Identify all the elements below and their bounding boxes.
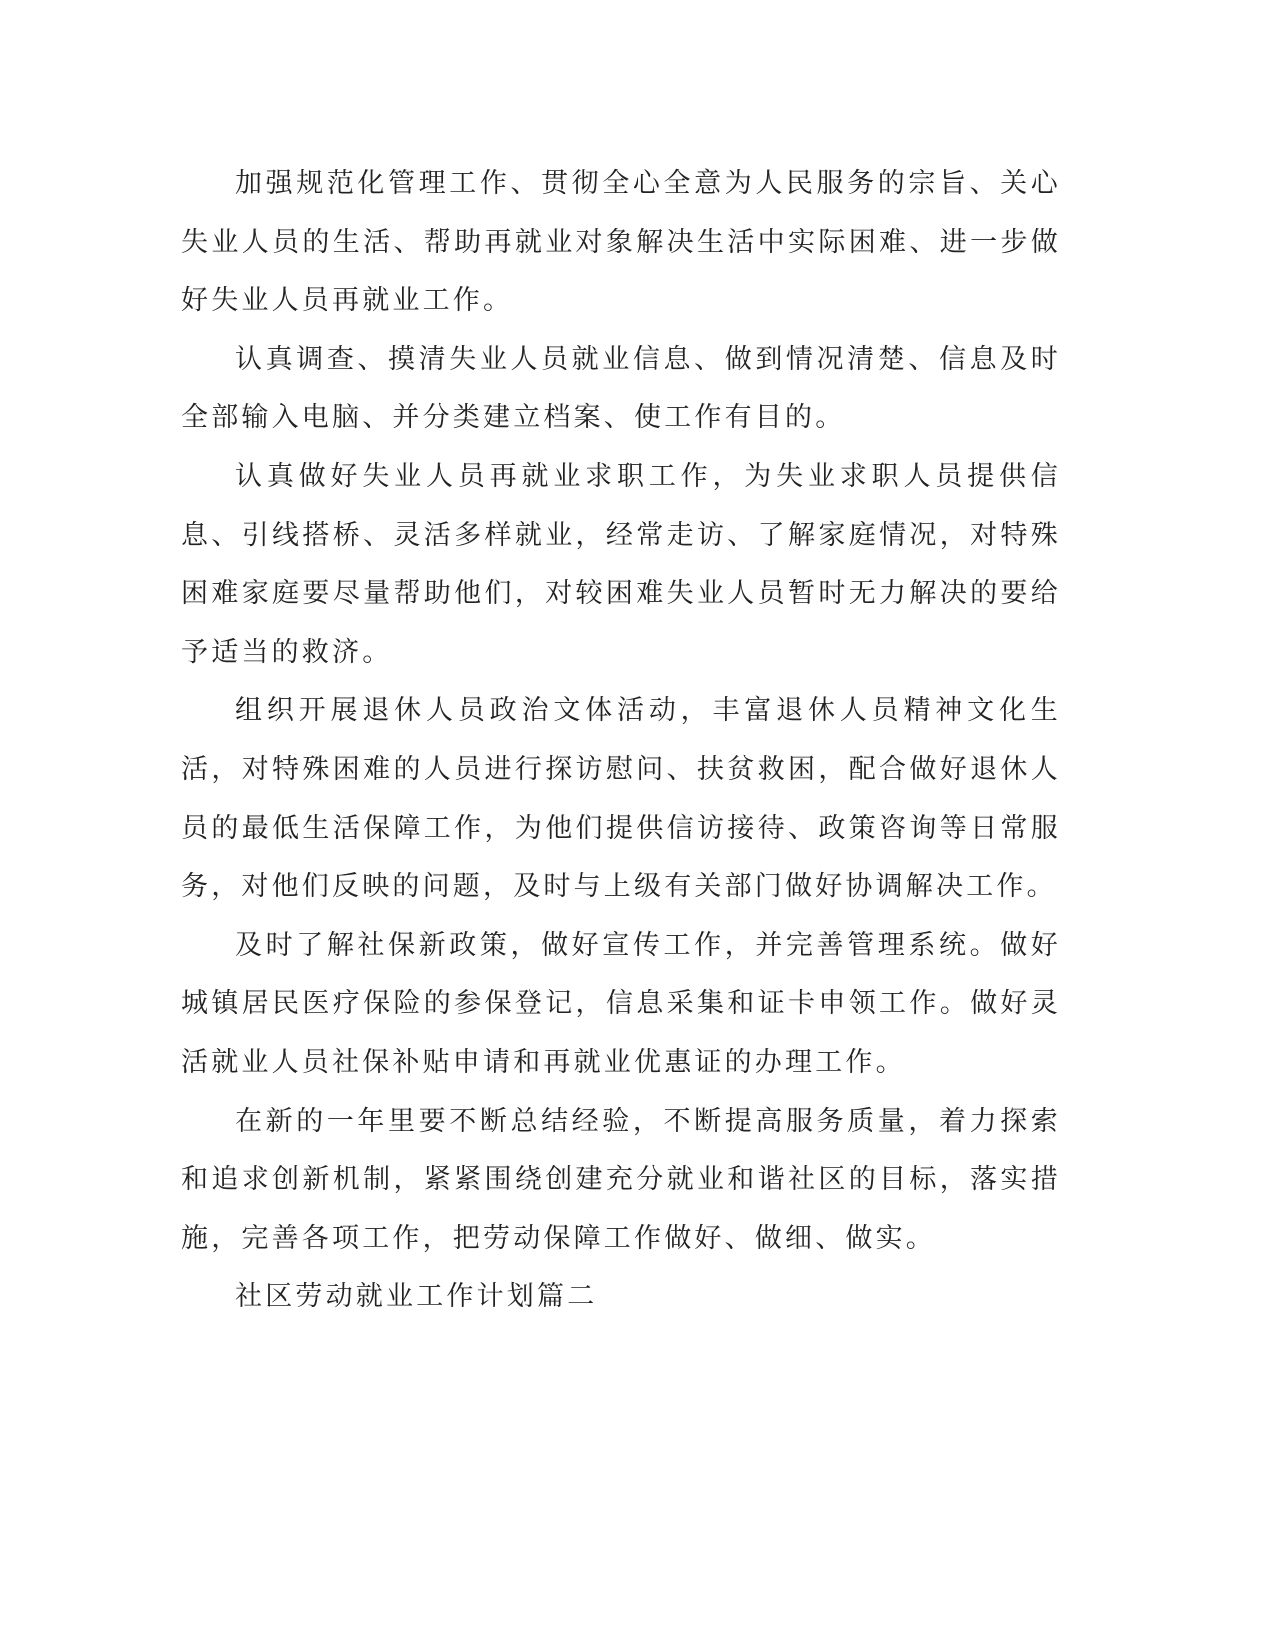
paragraph-4: 组织开展退休人员政治文体活动，丰富退休人员精神文化生活，对特殊困难的人员进行探访慰问、扶贫救困，配合做好退休人员的最低生活保障工作，为他们提供信访接待、政策咨询等日常服务，对他们反映的问题，及时与上级有关部门做好协调解决工作。 [181, 695, 1061, 903]
paragraph-2: 认真调查、摸清失业人员就业信息、做到情况清楚、信息及时全部输入电脑、并分类建立档案、使工作有目的。 [181, 343, 1061, 434]
section-heading: 社区劳动就业工作计划篇二 [235, 1281, 598, 1313]
document-body [181, 155, 1061, 1327]
paragraph-3: 认真做好失业人员再就业求职工作，为失业求职人员提供信息、引线搭桥、灵活多样就业，经常走访、了解家庭情况，对特殊困难家庭要尽量帮助他们，对较困难失业人员暂时无力解决的要给予适当的救济。 [181, 460, 1061, 668]
paragraph-1: 加强规范化管理工作、贯彻全心全意为人民服务的宗旨、关心失业人员的生活、帮助再就业对象解决生活中实际困难、进一步做好失业人员再就业工作。 [181, 168, 1061, 317]
paragraph-6: 在新的一年里要不断总结经验，不断提高服务质量，着力探索和追求创新机制，紧紧围绕创建充分就业和谐社区的目标，落实措施，完善各项工作，把劳动保障工作做好、做细、做实。 [181, 1105, 1061, 1254]
paragraph-5: 及时了解社保新政策，做好宣传工作，并完善管理系统。做好城镇居民医疗保险的参保登记，信息采集和证卡申领工作。做好灵活就业人员社保补贴申请和再就业优惠证的办理工作。 [181, 929, 1061, 1078]
